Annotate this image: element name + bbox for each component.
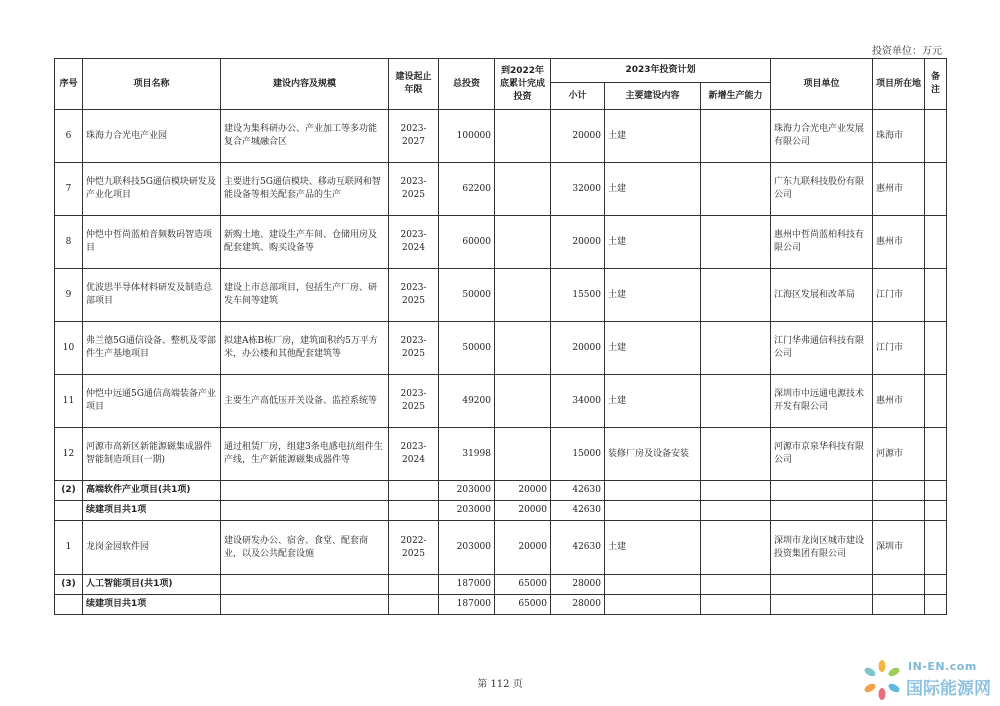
cell-total: 100000 [439,110,495,163]
cell-content: 建设研发办公、宿舍、食堂、配套商业，以及公共配套设施 [221,521,389,575]
cell-content: 通过租赁厂房，组建3条电感电抗组件生产线，生产新能源磁集成器件等 [221,428,389,481]
unit-note: 投资单位：万元 [872,46,942,57]
cell-location: 惠州市 [873,375,925,428]
cell-seq: 10 [55,322,83,375]
col-main-content: 主要建设内容 [605,83,701,110]
cell-cumulative [495,428,551,481]
cell-name: 高端软件产业项目(共1项) [83,481,221,501]
cell-total: 62200 [439,163,495,216]
cell-period: 2022-2025 [389,521,439,575]
cell-cumulative: 65000 [495,575,551,595]
table-row [55,375,947,428]
cell-unit: 惠州中哲尚蓝柏科技有限公司 [771,216,873,269]
col-period: 建设起止年限 [389,59,439,110]
cell-cumulative [495,163,551,216]
cell-subtotal: 20000 [551,322,605,375]
cell-remark [925,269,947,322]
category-row [55,481,947,501]
cell-cumulative: 20000 [495,521,551,575]
cell-name: 仲恺中远通5G通信高端装备产业项目 [83,375,221,428]
cell-new-capacity [701,375,771,428]
cell-subtotal: 34000 [551,375,605,428]
table-row [55,428,947,481]
cell-cumulative [495,322,551,375]
cell-remark [925,375,947,428]
cell-main-content: 装修厂房及设备安装 [605,428,701,481]
cell-period: 2023-2027 [389,110,439,163]
cell-location: 珠海市 [873,110,925,163]
col-location: 项目所在地 [873,59,925,110]
cell-content: 主要生产高低压开关设备、监控系统等 [221,375,389,428]
logo-text-cn: 国际能源网 [906,679,991,699]
cell-total: 203000 [439,501,495,521]
cell-subtotal: 20000 [551,216,605,269]
cell-period: 2023-2025 [389,375,439,428]
cell-subtotal: 32000 [551,163,605,216]
col-name: 项目名称 [83,59,221,110]
cell-location: 深圳市 [873,521,925,575]
cell-total: 203000 [439,481,495,501]
cell-period: 2023-2025 [389,269,439,322]
cell-unit: 深圳市龙岗区城市建设投资集团有限公司 [771,521,873,575]
cell-period: 2023-2025 [389,322,439,375]
cell-content: 新购土地、建设生产车间、仓储用房及配套建筑、购买设备等 [221,216,389,269]
cell-unit: 珠海力合光电产业发展有限公司 [771,110,873,163]
cell-total: 60000 [439,216,495,269]
cell-content: 建设为集科研办公、产业加工等多功能复合产城融合区 [221,110,389,163]
cell-seq: (2) [55,481,83,501]
cell-seq: 12 [55,428,83,481]
cell-seq: 11 [55,375,83,428]
cell-cumulative: 20000 [495,501,551,521]
table-row [55,521,947,575]
cell-total: 49200 [439,375,495,428]
cell-content: 主要进行5G通信模块、移动互联网和智能设备等相关配套产品的生产 [221,163,389,216]
col-cumulative: 到2022年底累计完成投资 [495,59,551,110]
site-logo [862,658,1000,704]
cell-subtotal: 20000 [551,110,605,163]
cell-subtotal: 15000 [551,428,605,481]
cell-total: 187000 [439,595,495,615]
cell-seq: 6 [55,110,83,163]
continuing-row [55,501,947,521]
cell-content: 建设上市总部项目，包括生产厂房、研发车间等建筑 [221,269,389,322]
cell-period: 2023-2025 [389,163,439,216]
table-row [55,216,947,269]
cell-main-content: 土建 [605,216,701,269]
cell-main-content: 土建 [605,322,701,375]
sun-logo-icon [862,660,902,700]
cell-main-content: 土建 [605,521,701,575]
col-total: 总投资 [439,59,495,110]
cell-location: 河源市 [873,428,925,481]
cell-seq: 8 [55,216,83,269]
cell-subtotal: 15500 [551,269,605,322]
cell-remark [925,521,947,575]
cell-location: 惠州市 [873,163,925,216]
cell-new-capacity [701,322,771,375]
col-seq: 序号 [55,59,83,110]
cell-new-capacity [701,216,771,269]
col-content: 建设内容及规模 [221,59,389,110]
cell-remark [925,428,947,481]
category-row [55,575,947,595]
cell-new-capacity [701,521,771,575]
cell-subtotal: 42630 [551,501,605,521]
cell-new-capacity [701,110,771,163]
continuing-row [55,595,947,615]
header-row [55,59,947,83]
cell-name: 珠海力合光电产业园 [83,110,221,163]
cell-remark [925,163,947,216]
cell-name: 河源市高新区新能源磁集成器件智能制造项目(一期) [83,428,221,481]
cell-total: 50000 [439,322,495,375]
cell-unit: 深圳市中远通电源技术开发有限公司 [771,375,873,428]
cell-name: 仲恺九联科技5G通信模块研发及产业化项目 [83,163,221,216]
cell-name: 仲恺中哲尚蓝柏音频数码智造项目 [83,216,221,269]
cell-seq: 9 [55,269,83,322]
investment-table [54,58,947,615]
table-row [55,322,947,375]
cell-name: 弗兰德5G通信设备、整机及零部件生产基地项目 [83,322,221,375]
cell-location: 江门市 [873,269,925,322]
cell-seq: (3) [55,575,83,595]
cell-name: 续建项目共1项 [83,501,221,521]
col-subtotal: 小计 [551,83,605,110]
cell-cumulative [495,269,551,322]
cell-cumulative: 65000 [495,595,551,615]
cell-seq: 7 [55,163,83,216]
cell-name: 龙岗金园软件园 [83,521,221,575]
col-unit: 项目单位 [771,59,873,110]
page-number: 第 112 页 [477,679,523,690]
cell-main-content: 土建 [605,110,701,163]
cell-cumulative [495,110,551,163]
cell-period: 2023-2024 [389,428,439,481]
cell-remark [925,110,947,163]
cell-subtotal: 42630 [551,521,605,575]
cell-total: 50000 [439,269,495,322]
col-new-capacity: 新增生产能力 [701,83,771,110]
cell-cumulative: 20000 [495,481,551,501]
cell-name: 优波思半导体材料研发及制造总部项目 [83,269,221,322]
col-remark: 备注 [925,59,947,110]
cell-remark [925,216,947,269]
col-plan-2023: 2023年投资计划 [551,59,771,83]
cell-subtotal: 28000 [551,595,605,615]
cell-cumulative [495,375,551,428]
cell-unit: 河源市京泉华科技有限公司 [771,428,873,481]
cell-unit: 江海区发展和改革局 [771,269,873,322]
cell-unit: 江门华弗通信科技有限公司 [771,322,873,375]
cell-content: 拟建A栋B栋厂房，建筑面积约5万平方米，办公楼和其他配套建筑等 [221,322,389,375]
cell-main-content: 土建 [605,163,701,216]
table-row [55,163,947,216]
cell-new-capacity [701,428,771,481]
cell-subtotal: 42630 [551,481,605,501]
cell-total: 187000 [439,575,495,595]
cell-name: 人工智能项目(共1项) [83,575,221,595]
table-row [55,269,947,322]
cell-subtotal: 28000 [551,575,605,595]
cell-main-content: 土建 [605,269,701,322]
cell-remark [925,322,947,375]
table-row [55,110,947,163]
logo-text-en: IN-EN.com [908,660,977,673]
cell-total: 31998 [439,428,495,481]
cell-seq: 1 [55,521,83,575]
cell-main-content: 土建 [605,375,701,428]
cell-name: 续建项目共1项 [83,595,221,615]
cell-period: 2023-2024 [389,216,439,269]
cell-location: 惠州市 [873,216,925,269]
cell-unit: 广东九联科技股份有限公司 [771,163,873,216]
cell-cumulative [495,216,551,269]
cell-location: 江门市 [873,322,925,375]
item-rows [55,110,947,481]
cell-total: 203000 [439,521,495,575]
cell-new-capacity [701,269,771,322]
cell-new-capacity [701,163,771,216]
